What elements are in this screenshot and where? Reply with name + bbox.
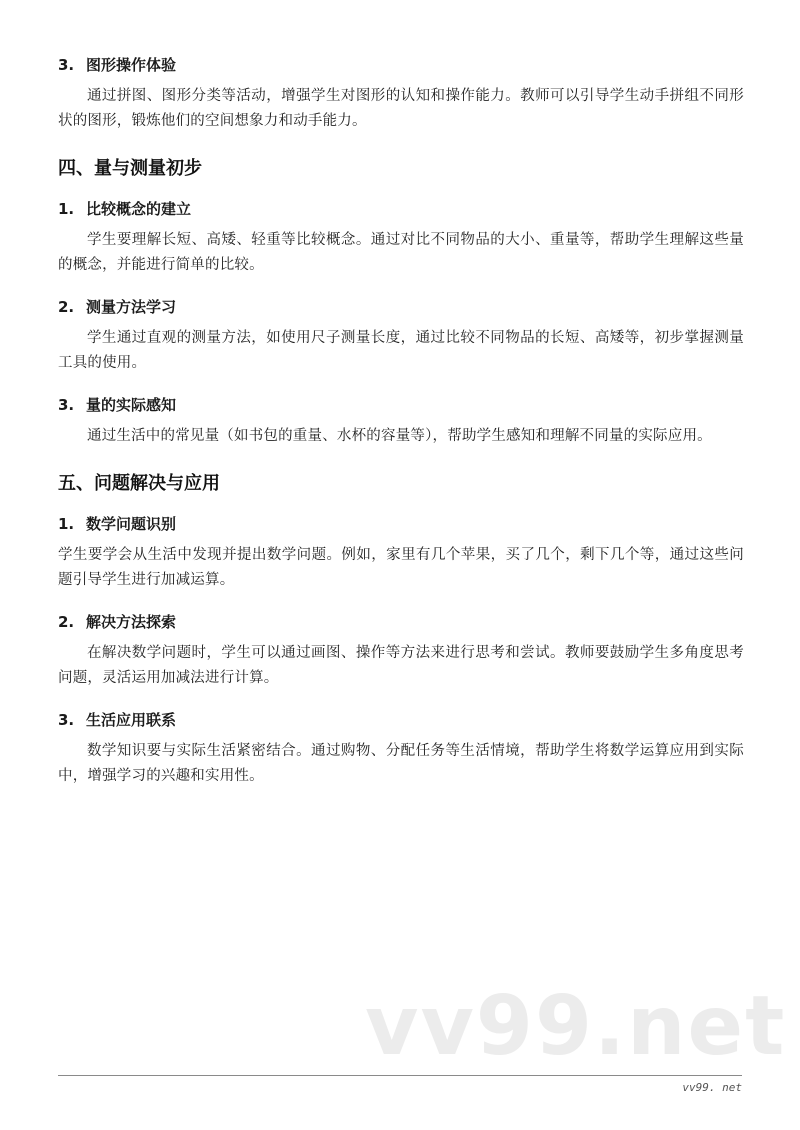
paragraph: 学生要理解长短、高矮、轻重等比较概念。通过对比不同物品的大小、重量等，帮助学生理解这些量的概念，并能进行简单的比较。 (58, 232, 744, 273)
paragraph: 在解决数学问题时，学生可以通过画图、操作等方法来进行思考和尝试。教师要鼓励学生多角度思考问题，灵活运用加减法进行计算。 (58, 645, 744, 686)
paragraph: 学生通过直观的测量方法，如使用尺子测量长度，通过比较不同物品的长短、高矮等，初步掌握测量工具的使用。 (58, 330, 744, 371)
section-heading: 四、量与测量初步 (58, 158, 202, 179)
footer-site-label: vv99. net (682, 1081, 742, 1094)
section-heading: 五、问题解决与应用 (58, 473, 220, 494)
subsection-title: 比较概念的建立 (86, 200, 192, 218)
watermark: vv99.net (365, 979, 787, 1074)
subsection-title: 量的实际感知 (86, 396, 177, 414)
subsection-heading (58, 513, 744, 535)
document-body (58, 54, 744, 807)
paragraph: 学生要学会从生活中发现并提出数学问题。例如，家里有几个苹果，买了几个，剩下几个等，通过这些问题引导学生进行加减运算。 (58, 547, 744, 588)
subsection-number: 2. (58, 298, 75, 316)
paragraph: 通过生活中的常见量（如书包的重量、水杯的容量等），帮助学生感知和理解不同量的实际应用。 (87, 428, 712, 444)
subsection-heading (58, 296, 744, 318)
paragraph: 数学知识要与实际生活紧密结合。通过购物、分配任务等生活情境，帮助学生将数学运算应用到实际中，增强学习的兴趣和实用性。 (58, 743, 744, 784)
subsection-title: 图形操作体验 (86, 56, 177, 74)
subsection-title: 解决方法探索 (86, 613, 177, 631)
subsection-heading (58, 394, 744, 416)
footer-divider (58, 1075, 742, 1076)
subsection-heading (58, 611, 744, 633)
subsection-number: 1. (58, 515, 75, 533)
subsection-title: 数学问题识别 (86, 515, 177, 533)
subsection-number: 3. (58, 396, 75, 414)
subsection-number: 3. (58, 711, 75, 729)
subsection-number: 1. (58, 200, 75, 218)
subsection-title: 测量方法学习 (86, 298, 177, 316)
subsection-number: 2. (58, 613, 75, 631)
subsection-heading (58, 54, 744, 76)
subsection-title: 生活应用联系 (86, 711, 177, 729)
subsection-heading (58, 198, 744, 220)
subsection-number: 3. (58, 56, 75, 74)
subsection-heading (58, 709, 744, 731)
paragraph: 通过拼图、图形分类等活动，增强学生对图形的认知和操作能力。教师可以引导学生动手拼组不同形状的图形，锻炼他们的空间想象力和动手能力。 (58, 88, 744, 129)
